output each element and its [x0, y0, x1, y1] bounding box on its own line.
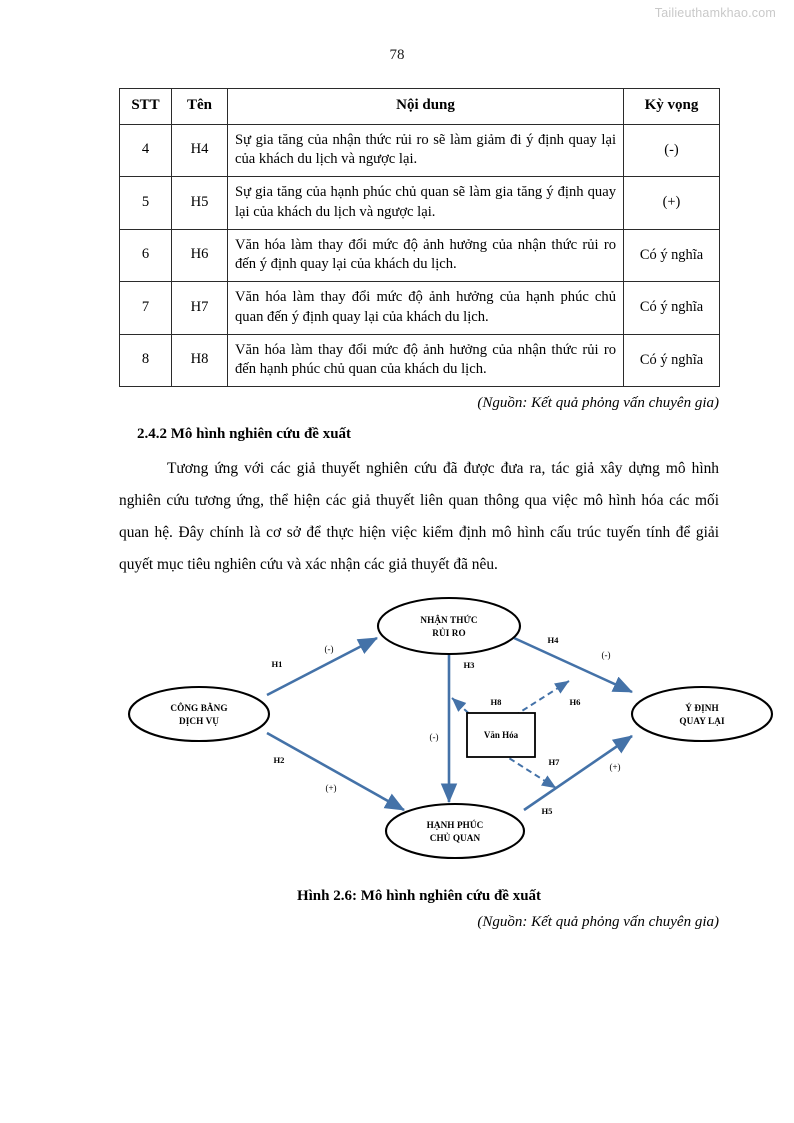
cell-noi-dung: Sự gia tăng của nhận thức rủi ro sẽ làm giảm đi ý định quay lại của khách du lịch và ngược lại. — [228, 124, 624, 177]
cell-ten: H4 — [172, 124, 228, 177]
column-header-stt: STT — [120, 89, 172, 125]
cell-noi-dung: Văn hóa làm thay đổi mức độ ảnh hưởng của nhận thức rủi ro đến ý định quay lại của khách du lịch. — [228, 229, 624, 282]
edge-label-h5: H5 — [541, 806, 553, 816]
cell-noi-dung: Văn hóa làm thay đổi mức độ ảnh hưởng của hạnh phúc chủ quan đến ý định quay lại của khách du lịch. — [228, 282, 624, 335]
node-service-fairness-line1: CÔNG BẰNG — [170, 703, 228, 713]
table-row — [120, 282, 720, 335]
cell-ky-vong: (+) — [624, 177, 720, 230]
edge-sign-h2: (+) — [325, 783, 337, 793]
edge-sign-h3: (-) — [429, 732, 439, 742]
node-subjective-wellbeing-line1: HẠNH PHÚC — [426, 820, 484, 830]
table-row — [120, 124, 720, 177]
node-perceived-risk-line1: NHẬN THỨC — [420, 615, 478, 625]
node-culture-moderator — [467, 713, 535, 757]
hypothesis-table — [119, 88, 720, 387]
figure-caption: Hình 2.6: Mô hình nghiên cứu đề xuất — [296, 888, 542, 904]
table-row — [120, 334, 720, 387]
cell-noi-dung: Sự gia tăng của hạnh phúc chủ quan sẽ làm gia tăng ý định quay lại của khách du lịch và ngược lại. — [228, 177, 624, 230]
page-number: 78 — [389, 47, 405, 63]
edge-h2-line — [267, 733, 404, 810]
cell-ten: H5 — [172, 177, 228, 230]
node-perceived-risk-line2: RỦI RO — [432, 628, 466, 638]
edge-label-h3: H3 — [463, 660, 475, 670]
cell-stt: 8 — [120, 334, 172, 387]
node-revisit-intention — [632, 687, 772, 741]
cell-ky-vong: Có ý nghĩa — [624, 229, 720, 282]
edge-label-h7: H7 — [548, 757, 560, 767]
cell-stt: 6 — [120, 229, 172, 282]
node-service-fairness — [129, 687, 269, 741]
edge-h5-line — [524, 736, 632, 810]
node-culture-label: Văn Hóa — [483, 730, 519, 740]
node-subjective-wellbeing-line2: CHỦ QUAN — [429, 833, 481, 843]
edge-label-h1: H1 — [271, 659, 283, 669]
cell-ten: H7 — [172, 282, 228, 335]
cell-ky-vong: (-) — [624, 124, 720, 177]
cell-ten: H8 — [172, 334, 228, 387]
node-perceived-risk — [378, 598, 520, 654]
edge-label-h8: H8 — [490, 697, 502, 707]
section-heading: 2.4.2 Mô hình nghiên cứu đề xuất — [137, 426, 352, 443]
edge-label-h6: H6 — [569, 697, 581, 707]
cell-stt: 7 — [120, 282, 172, 335]
edge-h6-line — [514, 681, 569, 716]
edge-sign-h1: (-) — [324, 644, 334, 654]
cell-stt: 4 — [120, 124, 172, 177]
node-revisit-intention-line1: Ý ĐỊNH — [685, 703, 719, 713]
cell-ky-vong: Có ý nghĩa — [624, 282, 720, 335]
section-paragraph: Tương ứng với các giả thuyết nghiên cứu đã được đưa ra, tác giả xây dựng mô hình nghiên cứu tương ứng, thể hiện các giả thuyết liên quan thông qua việc mô hình hóa các mối quan hệ. Đây chính là cơ sở để thực hiện việc kiểm định mô hình cấu trúc tuyến tính để giải quyết mục tiêu nghiên cứu và xác nhận các giả thuyết đã nêu. — [119, 460, 719, 573]
edge-label-h4: H4 — [547, 635, 559, 645]
cell-ky-vong: Có ý nghĩa — [624, 334, 720, 387]
node-revisit-intention-line2: QUAY LẠI — [679, 716, 725, 726]
cell-stt: 5 — [120, 177, 172, 230]
column-header-ten: Tên — [172, 89, 228, 125]
table-row — [120, 229, 720, 282]
research-model-diagram — [119, 588, 779, 880]
figure-source-note: (Nguồn: Kết quả phỏng vấn chuyên gia) — [477, 914, 719, 930]
node-subjective-wellbeing — [386, 804, 524, 858]
table-header-row — [120, 89, 720, 125]
node-service-fairness-line2: DỊCH VỤ — [178, 716, 220, 726]
site-watermark: Tailieuthamkhao.com — [654, 6, 776, 20]
edge-h4-line — [514, 638, 632, 692]
column-header-noi-dung: Nội dung — [228, 89, 624, 125]
table-source-note: (Nguồn: Kết quả phỏng vấn chuyên gia) — [477, 395, 719, 412]
cell-noi-dung: Văn hóa làm thay đổi mức độ ảnh hưởng của nhận thức rủi ro đến hạnh phúc chủ quan của khách du lịch. — [228, 334, 624, 387]
column-header-ky-vong: Kỳ vọng — [624, 89, 720, 125]
table-row — [120, 177, 720, 230]
cell-ten: H6 — [172, 229, 228, 282]
edge-h1-line — [267, 638, 377, 695]
edge-label-h2: H2 — [273, 755, 285, 765]
edge-sign-h4: (-) — [601, 650, 611, 660]
edge-sign-h5: (+) — [609, 762, 621, 772]
page-content — [119, 88, 719, 581]
